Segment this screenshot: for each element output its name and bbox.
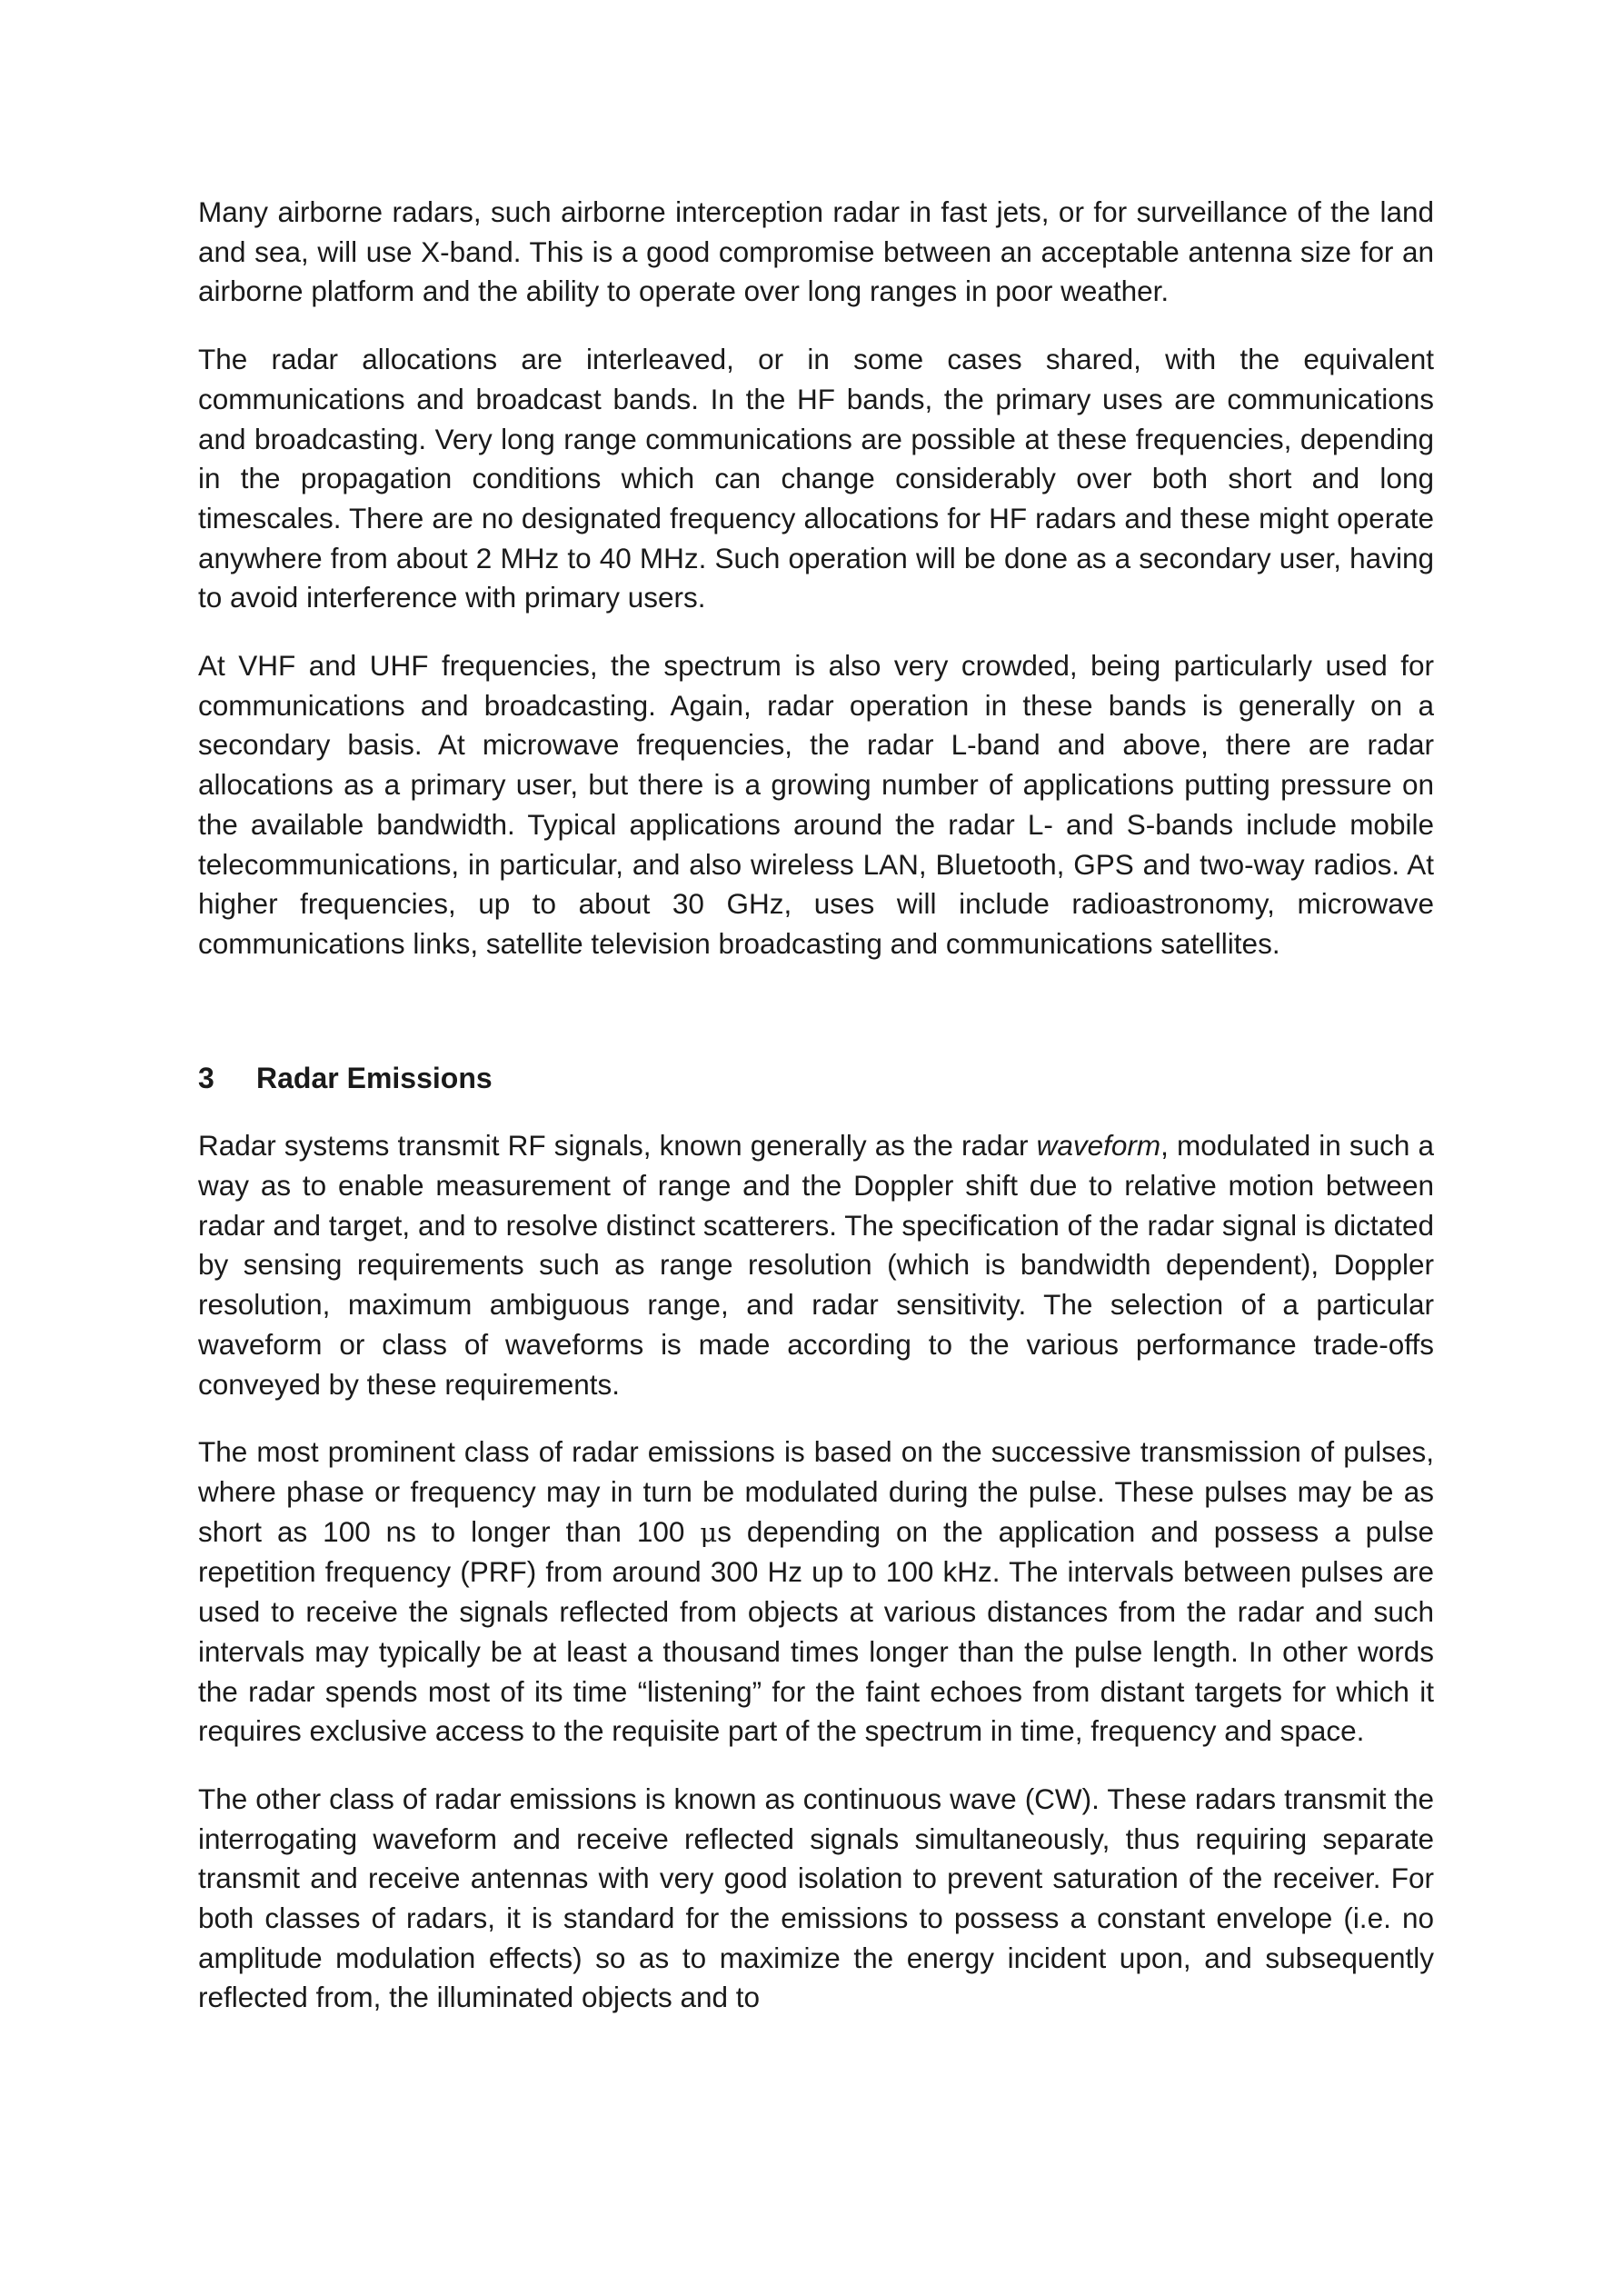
- italic-term: waveform: [1036, 1129, 1161, 1163]
- paragraph-airborne-xband: Many airborne radars, such airborne interception radar in fast jets, or for surveillance of the land and sea, will use X-band. This is a good compromise between an acceptable antenna size for an airborne platform and the ability to operate over long ranges in poor weather.: [198, 195, 1434, 308]
- paragraph-continuous-wave: The other class of radar emissions is known as continuous wave (CW). These radars transmit the interrogating waveform and receive reflected signals simultaneously, thus requiring separate transmit and receive antennas with very good isolation to prevent saturation of the receiver. For both classes of radars, it is standard for the emissions to possess a constant envelope (i.e. no amplitude modulation effects) so as to maximize the energy incident upon, and subsequently reflected from, the illuminated objects and to: [198, 1782, 1434, 2014]
- micro-symbol: μ: [700, 1516, 718, 1548]
- section-number: 3: [198, 1061, 214, 1094]
- paragraph-text: , modulated in such a way as to enable measurement of range and the Doppler shift due to relative motion between radar and target, and to resolve distinct scatterers. The specification of the radar signal is dictated by sensing requirements such as range resolution (which is bandwidth dependent), Doppler resolution, maximum ambiguous range, and radar sensitivity. The selection of a particular waveform or class of waveforms is made according to the various performance trade-offs conveyed by these requirements.: [198, 1129, 1434, 1401]
- document-page: [198, 193, 1434, 2046]
- paragraph-vhf-uhf-microwave: At VHF and UHF frequencies, the spectrum is also very crowded, being particularly used for communications and broadcasting. Again, radar operation in these bands is generally on a secondary basis. At microwave frequencies, the radar L-band and above, there are radar allocations as a primary user, but there is a growing number of applications putting pressure on the available bandwidth. Typical applications around the radar L- and S-bands include mobile telecommunications, in particular, and also wireless LAN, Bluetooth, GPS and two-way radios. At higher frequencies, up to about 30 GHz, uses will include radioastronomy, microwave communications links, satellite television broadcasting and communications satellites.: [198, 649, 1434, 960]
- paragraph-pulsed-emissions: [198, 1433, 1434, 1752]
- paragraph-text: The most prominent class of radar emissions is based on the successive transmission of pulses, where phase or frequency may in turn be modulated during the pulse. These pulses may be as short as 100 ns to longer than 100: [198, 1435, 1434, 1548]
- section-heading: [198, 1059, 1434, 1099]
- paragraph-radar-waveform: [198, 1126, 1434, 1404]
- section-title: Radar Emissions: [256, 1061, 493, 1094]
- paragraph-hf-allocations: The radar allocations are interleaved, or in some cases shared, with the equivalent communications and broadcast bands. In the HF bands, the primary uses are communications and broadcasting. Very long range communications are possible at these frequencies, depending in the propagation conditions which can change considerably over both short and long timescales. There are no designated frequency allocations for HF radars and these might operate anywhere from about 2 MHz to 40 MHz. Such operation will be done as a secondary user, having to avoid interference with primary users.: [198, 343, 1434, 614]
- paragraph-text: s depending on the application and possess a pulse repetition frequency (PRF) from around 300 Hz up to 100 kHz. The intervals between pulses are used to receive the signals reflected from objects at various distances from the radar and such intervals may typically be at least a thousand times longer than the pulse length. In other words the radar spends most of its time “listening” for the faint echoes from distant targets for which it requires exclusive access to the requisite part of the spectrum in time, frequency and space.: [198, 1514, 1434, 1748]
- paragraph-text: Radar systems transmit RF signals, known generally as the radar: [198, 1129, 1037, 1163]
